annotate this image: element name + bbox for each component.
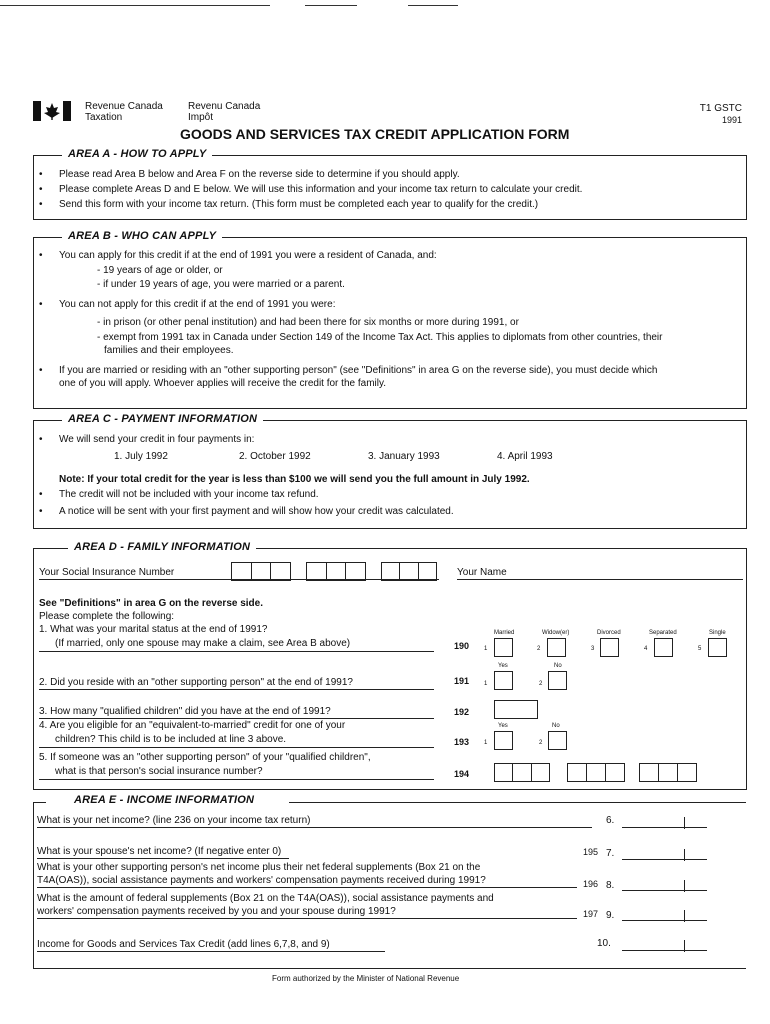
line-190: 190 <box>454 641 470 651</box>
row-10-label: Income for Goods and Services Tax Credit (add lines 6,7,8, and 9) <box>37 939 330 950</box>
no-label: No <box>552 723 560 729</box>
area-b-p1-sub1: - 19 years of age or older, or <box>97 265 223 276</box>
q1-line2: (If married, only one spouse may make a claim, see Area B above) <box>55 638 351 649</box>
form-code: T1 GSTC <box>699 103 742 114</box>
marital-num: 1 <box>484 646 488 652</box>
area-a-section <box>33 148 747 220</box>
form-title: GOODS AND SERVICES TAX CREDIT APPLICATION FORM <box>180 126 570 142</box>
marital-num: 2 <box>537 646 541 652</box>
please-complete: Please complete the following: <box>39 611 175 622</box>
qualified-children-count-box[interactable] <box>494 700 538 719</box>
row-9-code: 197 <box>583 909 599 919</box>
form-year: 1991 <box>721 115 742 125</box>
yes-num: 1 <box>484 740 488 746</box>
row-9-underline <box>37 918 577 919</box>
area-b-p3-line2: one of you will apply. Whoever applies will receive the credit for the family. <box>59 378 386 389</box>
agency-en-line2: Taxation <box>85 112 123 123</box>
row-6-number: 6. <box>606 815 615 826</box>
marital-separated-label: Separated <box>649 630 677 636</box>
bullet: • <box>39 506 43 517</box>
no-num: 2 <box>539 681 543 687</box>
row-9-line1: What is the amount of federal supplements (Box 21 on the T4A(OAS)), social assistance payments and <box>37 893 494 904</box>
other-person-sin-group-1[interactable] <box>494 763 550 782</box>
row-9-line2: workers' compensation payments received by you and your spouse during 1991? <box>37 906 396 917</box>
scan-line <box>305 5 357 6</box>
marital-divorced-label: Divorced <box>597 630 621 636</box>
other-person-sin-group-3[interactable] <box>639 763 697 782</box>
equivalent-married-yes-checkbox[interactable] <box>494 731 513 750</box>
line-194: 194 <box>454 769 470 779</box>
marital-num: 5 <box>698 646 702 652</box>
area-b-p1-sub2: - if under 19 years of age, you were married or a parent. <box>97 279 345 290</box>
row-10-amount-field[interactable] <box>622 938 707 951</box>
row-8-amount-field[interactable] <box>622 878 707 891</box>
line-193: 193 <box>454 737 470 747</box>
yes-label: Yes <box>498 663 508 669</box>
area-a-item-3: Send this form with your income tax return. (This form must be completed each year to qualify for the credit.) <box>59 199 539 210</box>
marital-num: 3 <box>591 646 595 652</box>
area-b-section <box>33 230 747 409</box>
q5-line1: 5. If someone was an "other supporting person" of your "qualified children", <box>39 752 371 763</box>
q3-underline <box>39 718 434 719</box>
area-b-p2-sub1: - in prison (or other penal institution) and had been there for six months or more during 1991, or <box>97 317 519 328</box>
payment-4: 4. April 1993 <box>497 451 553 462</box>
q4-line1: 4. Are you eligible for an "equivalent-to-married" credit for one of your <box>39 720 346 731</box>
q4-underline <box>39 747 434 748</box>
area-a-item-2: Please complete Areas D and E below. We will use this information and your income tax return to calculate your credit. <box>59 184 583 195</box>
area-c-intro: We will send your credit in four payments in: <box>59 434 255 445</box>
bullet: • <box>39 199 43 210</box>
marital-widower-checkbox[interactable] <box>547 638 566 657</box>
see-definitions: See "Definitions" in area G on the reverse side. <box>39 598 264 609</box>
sin-box-group-1[interactable] <box>231 562 291 581</box>
marital-widower-label: Widow(er) <box>542 630 570 636</box>
area-b-p1: You can apply for this credit if at the end of 1991 you were a resident of Canada, and: <box>59 250 437 261</box>
bullet: • <box>39 184 43 195</box>
bullet: • <box>39 365 43 376</box>
payment-2: 2. October 1992 <box>239 451 311 462</box>
q3: 3. How many "qualified children" did you have at the end of 1991? <box>39 706 331 717</box>
row-8-underline <box>37 887 577 888</box>
row-9-amount-field[interactable] <box>622 908 707 921</box>
payment-3: 3. January 1993 <box>368 451 440 462</box>
row-8-line1: What is your other supporting person's net income plus their net federal supplements (Box 21 on the <box>37 862 481 873</box>
scan-line <box>408 5 458 6</box>
row-6-underline <box>37 827 592 828</box>
q2-underline <box>39 689 434 690</box>
sin-box-group-2[interactable] <box>306 562 366 581</box>
row-7-label: What is your spouse's net income? (If negative enter 0) <box>37 846 282 857</box>
row-10-number: 10. <box>597 938 611 949</box>
scan-line <box>0 5 270 6</box>
row-7-underline <box>37 858 289 859</box>
q5-underline <box>39 779 434 780</box>
equivalent-married-no-checkbox[interactable] <box>548 731 567 750</box>
sin-box-group-3[interactable] <box>381 562 437 581</box>
bullet: • <box>39 434 43 445</box>
row-8-line2: T4A(OAS)), social assistance payments and workers' compensation payments received during 1991? <box>37 875 486 886</box>
bullet: • <box>39 250 43 261</box>
area-b-p3-line1: If you are married or residing with an "other supporting person" (see "Definitions" in area G on the reverse side), you must decide which <box>59 365 658 376</box>
q4-line2: children? This child is to be included at line 3 above. <box>55 734 287 745</box>
area-c-note: Note: If your total credit for the year is less than $100 we will send you the full amount in July 1992. <box>59 474 530 485</box>
row-7-amount-field[interactable] <box>622 847 707 860</box>
payment-1: 1. July 1992 <box>114 451 168 462</box>
row-7-code: 195 <box>583 847 599 857</box>
area-b-heading: AREA B - WHO CAN APPLY <box>62 230 222 242</box>
bullet: • <box>39 299 43 310</box>
marital-single-checkbox[interactable] <box>708 638 727 657</box>
area-a-heading: AREA A - HOW TO APPLY <box>62 148 212 160</box>
q1-line1: 1. What was your marital status at the end of 1991? <box>39 624 268 635</box>
area-c-b2: A notice will be sent with your first payment and will show how your credit was calculated. <box>59 506 454 517</box>
agency-en-line1: Revenue Canada <box>85 101 163 112</box>
canada-flag-logo <box>33 101 71 121</box>
bullet: • <box>39 169 43 180</box>
name-label: Your Name <box>457 567 507 578</box>
other-person-sin-group-2[interactable] <box>567 763 625 782</box>
marital-single-label: Single <box>709 630 726 636</box>
line-192: 192 <box>454 707 470 717</box>
name-field[interactable] <box>457 579 743 580</box>
footer-authorization: Form authorized by the Minister of National Revenue <box>272 974 460 983</box>
sin-label: Your Social Insurance Number <box>39 567 175 578</box>
marital-married-label: Married <box>494 630 515 636</box>
agency-fr-line2: Impôt <box>188 112 214 123</box>
no-num: 2 <box>539 740 543 746</box>
q1-underline <box>39 651 434 652</box>
row-6-amount-field[interactable] <box>622 815 707 828</box>
area-b-p2-sub3: families and their employees. <box>104 345 234 356</box>
agency-fr-line1: Revenu Canada <box>188 101 261 112</box>
row-7-number: 7. <box>606 848 615 859</box>
marital-married-checkbox[interactable] <box>494 638 513 657</box>
q5-line2: what is that person's social insurance number? <box>55 766 263 777</box>
area-c-heading: AREA C - PAYMENT INFORMATION <box>62 413 263 425</box>
row-6-label: What is your net income? (line 236 on your income tax return) <box>37 815 311 826</box>
area-c-section <box>33 413 747 529</box>
row-9-number: 9. <box>606 910 615 921</box>
no-label: No <box>554 663 562 669</box>
area-b-p2-sub2: - exempt from 1991 tax in Canada under Section 149 of the Income Tax Act. This applies to diplomats from other countries, their <box>97 332 663 343</box>
area-e-rule <box>34 802 46 803</box>
line-191: 191 <box>454 676 470 686</box>
area-e-section <box>33 794 746 969</box>
area-d-section <box>33 541 747 790</box>
marital-divorced-checkbox[interactable] <box>600 638 619 657</box>
area-a-item-1: Please read Area B below and Area F on the reverse side to determine if you should apply. <box>59 169 460 180</box>
marital-separated-checkbox[interactable] <box>654 638 673 657</box>
area-c-b1: The credit will not be included with your income tax refund. <box>59 489 319 500</box>
bullet: • <box>39 489 43 500</box>
yes-label: Yes <box>498 723 508 729</box>
row-8-code: 196 <box>583 879 599 889</box>
row-10-underline <box>37 951 385 952</box>
row-8-number: 8. <box>606 880 615 891</box>
supporting-person-no-checkbox[interactable] <box>548 671 567 690</box>
area-e-heading: AREA E - INCOME INFORMATION <box>68 794 260 806</box>
area-b-p2: You can not apply for this credit if at the end of 1991 you were: <box>59 299 336 310</box>
supporting-person-yes-checkbox[interactable] <box>494 671 513 690</box>
yes-num: 1 <box>484 681 488 687</box>
q2: 2. Did you reside with an "other supporting person" at the end of 1991? <box>39 677 353 688</box>
area-d-heading: AREA D - FAMILY INFORMATION <box>68 541 256 553</box>
marital-num: 4 <box>644 646 648 652</box>
area-e-rule <box>289 802 746 803</box>
